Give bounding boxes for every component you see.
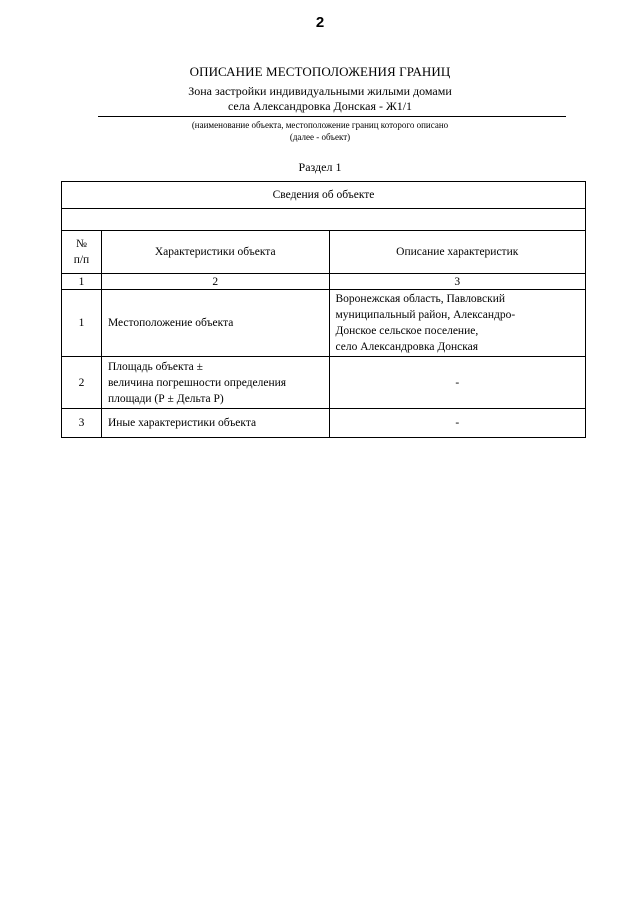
header-characteristic: Характеристики объекта (101, 231, 329, 274)
row-characteristic: Местоположение объекта (101, 290, 329, 357)
row-description-line: Донское сельское поселение, (335, 325, 479, 337)
table-title: Сведения об объекте (62, 182, 586, 209)
table-header-row (62, 231, 586, 274)
table-title-row (62, 182, 586, 209)
row-characteristic (101, 357, 329, 409)
document-title: ОПИСАНИЕ МЕСТОПОЛОЖЕНИЯ ГРАНИЦ (189, 64, 451, 79)
column-number: 2 (101, 274, 329, 290)
object-name (0, 84, 640, 114)
object-name-line: села Александровка Донская - Ж1/1 (227, 99, 413, 113)
section-label: Раздел 1 (298, 160, 342, 174)
column-number: 3 (329, 274, 585, 290)
column-number: 1 (62, 274, 102, 290)
caption-line: (далее - объект) (289, 132, 351, 142)
object-name-line: Зона застройки индивидуальными жилыми домами (188, 84, 452, 98)
row-characteristic: Иные характеристики объекта (101, 409, 329, 438)
object-name-caption (0, 119, 640, 143)
row-number: 2 (62, 357, 102, 409)
object-info-table (61, 181, 586, 438)
row-description-line: село Александровка Донская (335, 341, 479, 353)
row-description-line: Воронежская область, Павловский (335, 293, 506, 305)
header-number-line: № (75, 238, 87, 250)
row-number: 1 (62, 290, 102, 357)
column-number-row (62, 274, 586, 290)
table-blank-row (62, 209, 586, 231)
table-row (62, 357, 586, 409)
header-number-line: п/п (73, 254, 90, 266)
header-number (62, 231, 102, 274)
page-number: 2 (315, 14, 325, 31)
table-row (62, 409, 586, 438)
row-description (329, 290, 585, 357)
header-description: Описание характеристик (329, 231, 585, 274)
object-name-underline (98, 116, 566, 117)
row-description-line: муниципальный район, Александро- (335, 309, 516, 321)
row-characteristic-line: Площадь объекта ± (107, 360, 203, 373)
row-number: 3 (62, 409, 102, 438)
table-row (62, 290, 586, 357)
row-description: - (329, 409, 585, 438)
table-blank-cell (62, 209, 586, 231)
row-characteristic-line: величина погрешности определения (107, 376, 287, 389)
row-characteristic-line: площади (Р ± Дельта Р) (107, 392, 224, 405)
caption-line: (наименование объекта, местоположение границ которого описано (191, 120, 449, 130)
row-description: - (329, 357, 585, 409)
